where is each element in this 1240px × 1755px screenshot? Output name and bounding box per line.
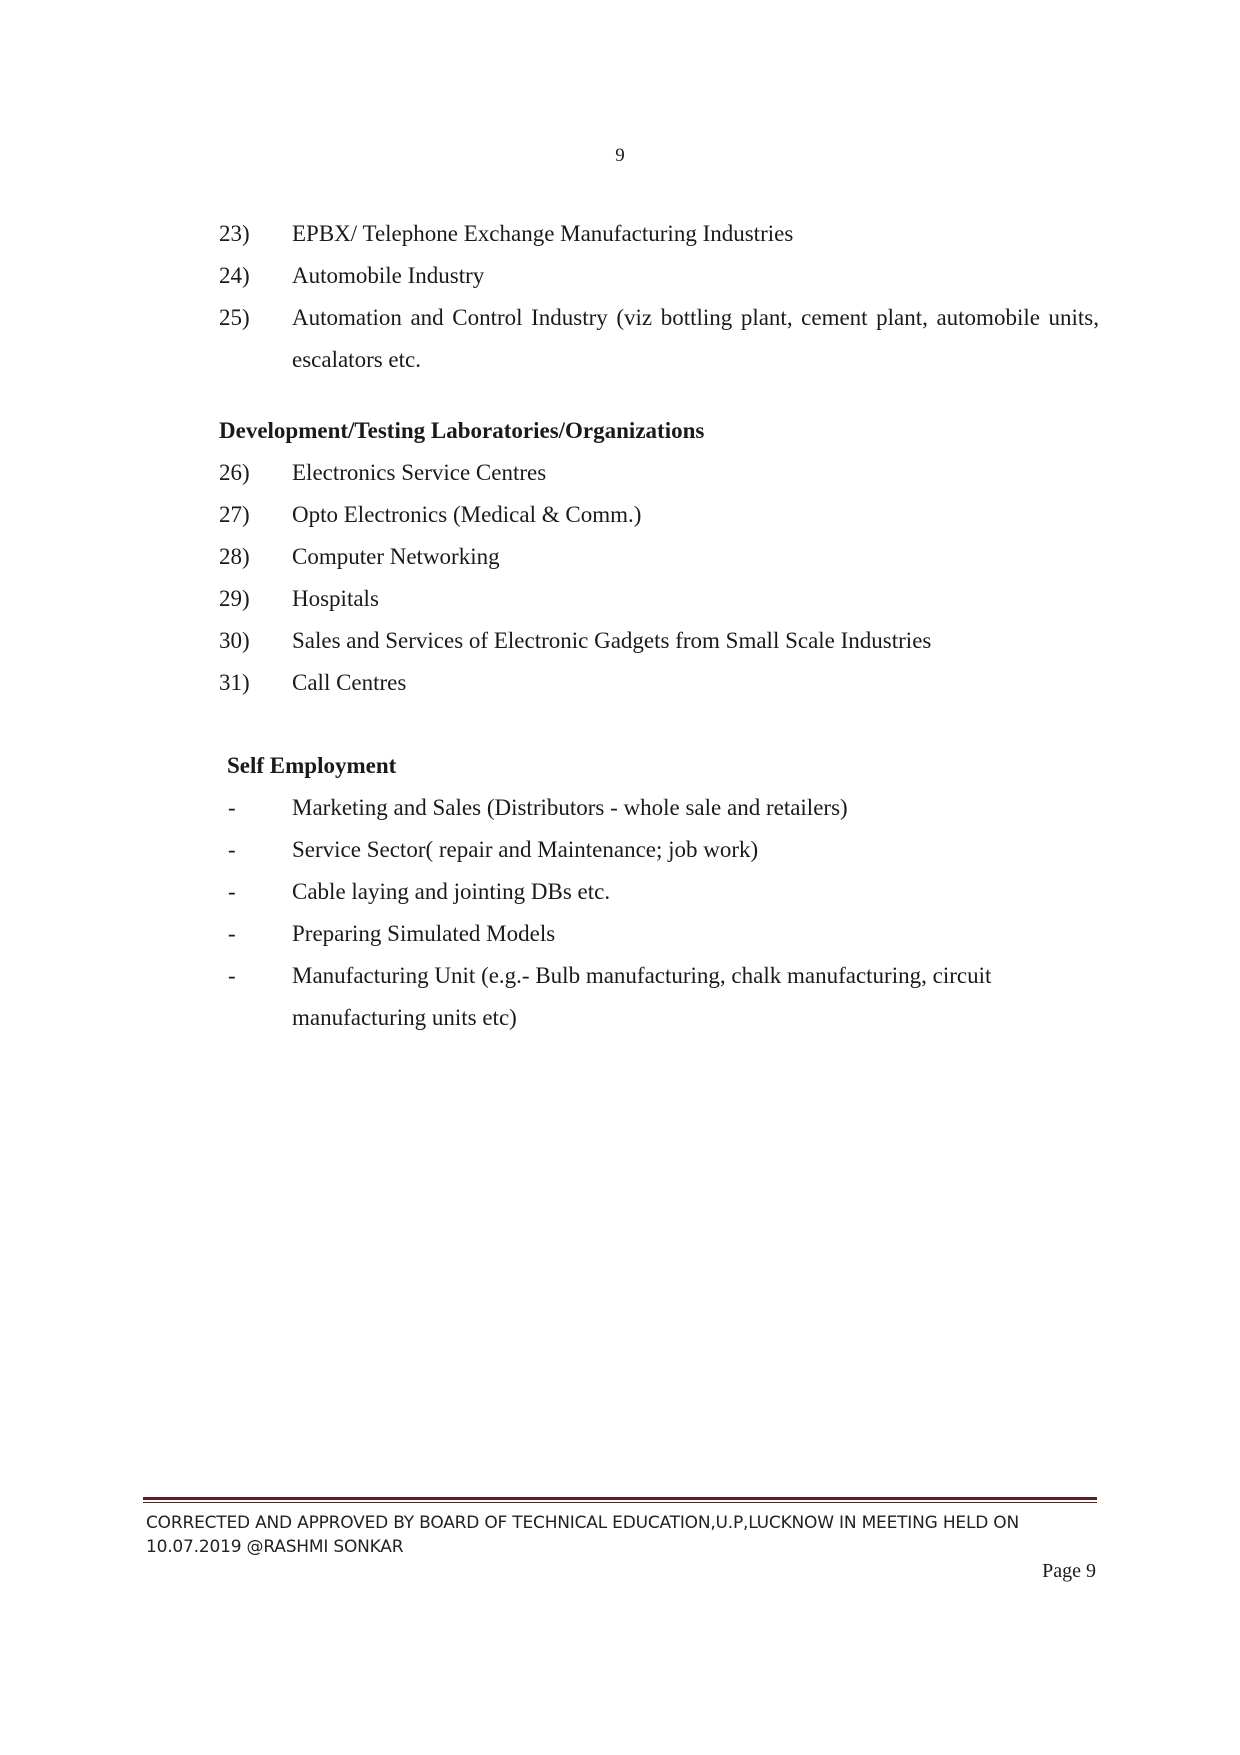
item-text: Manufacturing Unit (e.g.- Bulb manufacturing, chalk manufacturing, circuit manufacturing units etc) — [292, 963, 992, 1030]
footer-page-label: Page 9 — [1042, 1560, 1096, 1582]
bullet-dash: - — [228, 963, 236, 988]
item-text: Marketing and Sales (Distributors - whole sale and retailers) — [292, 795, 848, 820]
list-item — [219, 829, 1099, 871]
list-item — [219, 787, 1099, 829]
list-item — [219, 620, 1099, 662]
page-number-top: 9 — [615, 145, 625, 166]
list-item — [219, 662, 1099, 704]
list-item — [219, 955, 1099, 1039]
list-item — [219, 913, 1099, 955]
development-list — [219, 452, 1099, 704]
section-heading-self-employment: Self Employment — [227, 753, 397, 778]
bullet-dash: - — [228, 921, 236, 946]
list-item — [219, 213, 1099, 255]
item-number: 24) — [219, 263, 250, 288]
item-text: Opto Electronics (Medical & Comm.) — [292, 502, 642, 527]
list-item — [219, 494, 1099, 536]
footer-approval-text: CORRECTED AND APPROVED BY BOARD OF TECHNICAL EDUCATION,U.P,LUCKNOW IN MEETING HELD ON 10.07.2019 @RASHMI SONKAR — [146, 1513, 1020, 1557]
list-item — [219, 255, 1099, 297]
item-text: Sales and Services of Electronic Gadgets from Small Scale Industries — [292, 628, 932, 653]
item-text: Service Sector( repair and Maintenance; job work) — [292, 837, 759, 862]
bullet-dash: - — [228, 795, 236, 820]
item-text: Automation and Control Industry (viz bottling plant, cement plant, automobile units, escalators etc. — [292, 305, 1099, 372]
item-text: EPBX/ Telephone Exchange Manufacturing Industries — [292, 221, 794, 246]
item-number: 31) — [219, 670, 250, 695]
item-number: 26) — [219, 460, 250, 485]
item-number: 25) — [219, 305, 250, 330]
item-text: Preparing Simulated Models — [292, 921, 556, 946]
footer-rule-thick — [143, 1497, 1097, 1500]
item-text: Computer Networking — [292, 544, 500, 569]
item-text: Hospitals — [292, 586, 379, 611]
self-employment-list — [219, 787, 1099, 1039]
bullet-dash: - — [228, 837, 236, 862]
list-item — [219, 536, 1099, 578]
bullet-dash: - — [228, 879, 236, 904]
list-item — [219, 871, 1099, 913]
industry-list — [219, 213, 1099, 381]
item-number: 29) — [219, 586, 250, 611]
item-number: 30) — [219, 628, 250, 653]
item-text: Electronics Service Centres — [292, 460, 547, 485]
footer-rule-thin — [143, 1502, 1097, 1503]
item-number: 28) — [219, 544, 250, 569]
item-text: Call Centres — [292, 670, 407, 695]
section-heading-development: Development/Testing Laboratories/Organizations — [219, 418, 705, 443]
item-number: 23) — [219, 221, 250, 246]
list-item — [219, 578, 1099, 620]
item-text: Cable laying and jointing DBs etc. — [292, 879, 611, 904]
item-text: Automobile Industry — [292, 263, 485, 288]
list-item — [219, 452, 1099, 494]
item-number: 27) — [219, 502, 250, 527]
list-item — [219, 297, 1099, 381]
